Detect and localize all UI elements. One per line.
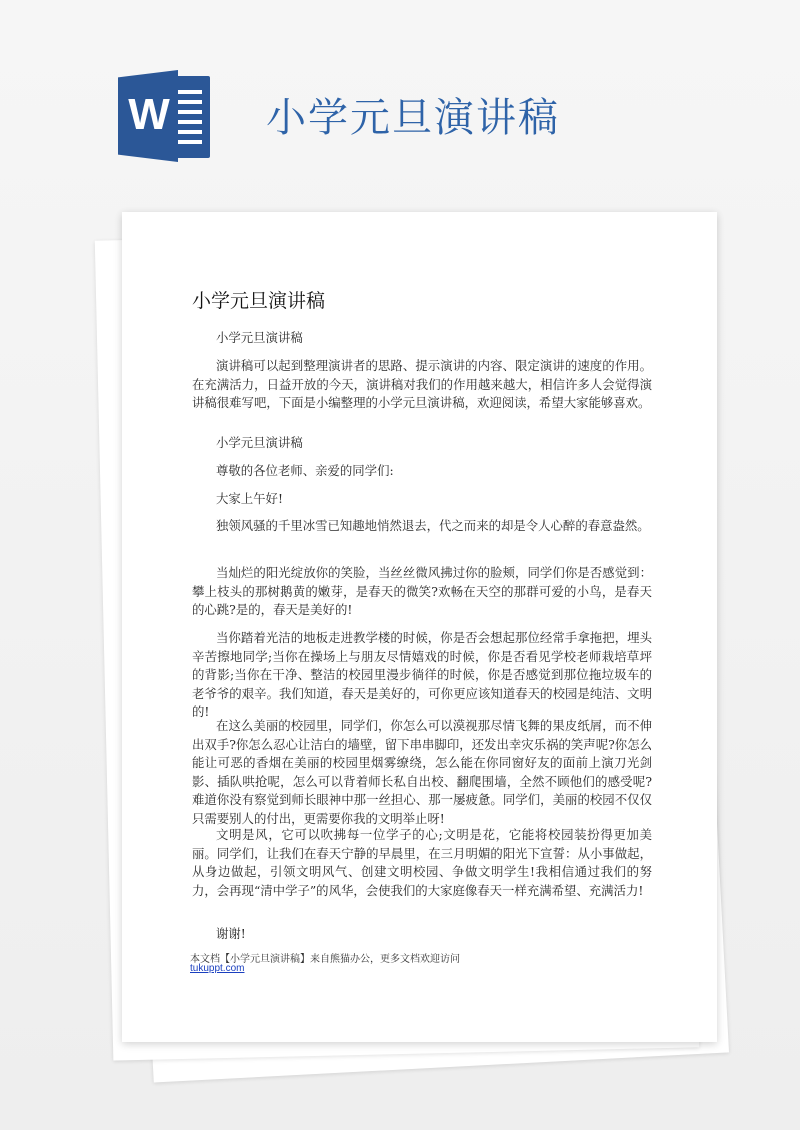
word-icon xyxy=(110,70,214,162)
paragraph-body-3: 当你踏着光洁的地板走进教学楼的时候，你是否会想起那位经常手拿拖把，埋头辛苦擦地同学;当你在操场上与朋友尽情嬉戏的时候，你是否看见学校老师栽培草坪的背影;当你在干净、整洁的校园里漫步徜徉的时候，你是否感觉到那位拖垃圾车的老爷爷的艰辛。我们知道，春天是美好的，可你更应该知道春天的校园是纯洁、文明的! xyxy=(192,630,652,719)
paragraph-closing: 谢谢! xyxy=(216,926,246,941)
paragraph-salutation: 尊敬的各位老师、亲爱的同学们: xyxy=(216,463,394,478)
footer-link[interactable]: tukuppt.com xyxy=(190,963,245,974)
paragraph-subtitle-2: 小学元旦演讲稿 xyxy=(216,435,303,450)
paragraph-greeting: 大家上午好! xyxy=(216,491,283,506)
paragraph-body-4: 在这么美丽的校园里，同学们，你怎么可以漠视那尽情飞舞的果皮纸屑，而不伸出双手?你怎么忍心让洁白的墙壁，留下串串脚印，还发出幸灾乐祸的笑声呢?你怎么能让可恶的香烟在美丽的校园里烟雾缭绕，怎么能在你同窗好友的面前上演刀光剑影、插队哄抢呢，怎么可以背着师长私自出校、翻爬围墙，全然不顾他们的感受呢?难道你没有察觉到师长眼神中那一丝担心、那一屡疲惫。同学们，美丽的校园不仅仅只需要别人的付出，更需要你我的文明举止呀! xyxy=(192,718,652,826)
footer-source-note: 本文档【小学元旦演讲稿】来自熊猫办公，更多文档欢迎访问 xyxy=(190,954,460,965)
paragraph-body-5: 文明是风，它可以吹拂每一位学子的心;文明是花，它能将校园装扮得更加美丽。同学们，让我们在春天宁静的早晨里，在三月明媚的阳光下宣誓：从小事做起，从身边做起，引领文明风气、创建文明校园、争做文明学生!我相信通过我们的努力，会再现“清中学子”的风华，会使我们的大家庭像春天一样充满希望、充满活力! xyxy=(192,827,652,898)
word-logo-letter: W xyxy=(128,90,170,139)
paragraph-subtitle: 小学元旦演讲稿 xyxy=(216,330,303,345)
document-title: 小学元旦演讲稿 xyxy=(192,290,326,312)
paragraph-body-1: 独领风骚的千里冰雪已知趣地悄然退去，代之而来的却是令人心醉的春意盎然。 xyxy=(216,518,650,533)
document-page xyxy=(122,212,717,1042)
paragraph-intro: 演讲稿可以起到整理演讲者的思路、提示演讲的内容、限定演讲的速度的作用。在充满活力，日益开放的今天，演讲稿对我们的作用越来越大，相信许多人会觉得演讲稿很难写吧，下面是小编整理的小学元旦演讲稿，欢迎阅读，希望大家能够喜欢。 xyxy=(192,358,652,410)
header-title: 小学元旦演讲稿 xyxy=(266,95,560,141)
paragraph-body-2: 当灿烂的阳光绽放你的笑脸，当丝丝微风拂过你的脸颊，同学们你是否感觉到：攀上枝头的那树鹅黄的嫩芽，是春天的微笑?欢畅在天空的那群可爱的小鸟，是春天的心跳?是的，春天是美好的! xyxy=(192,565,652,617)
